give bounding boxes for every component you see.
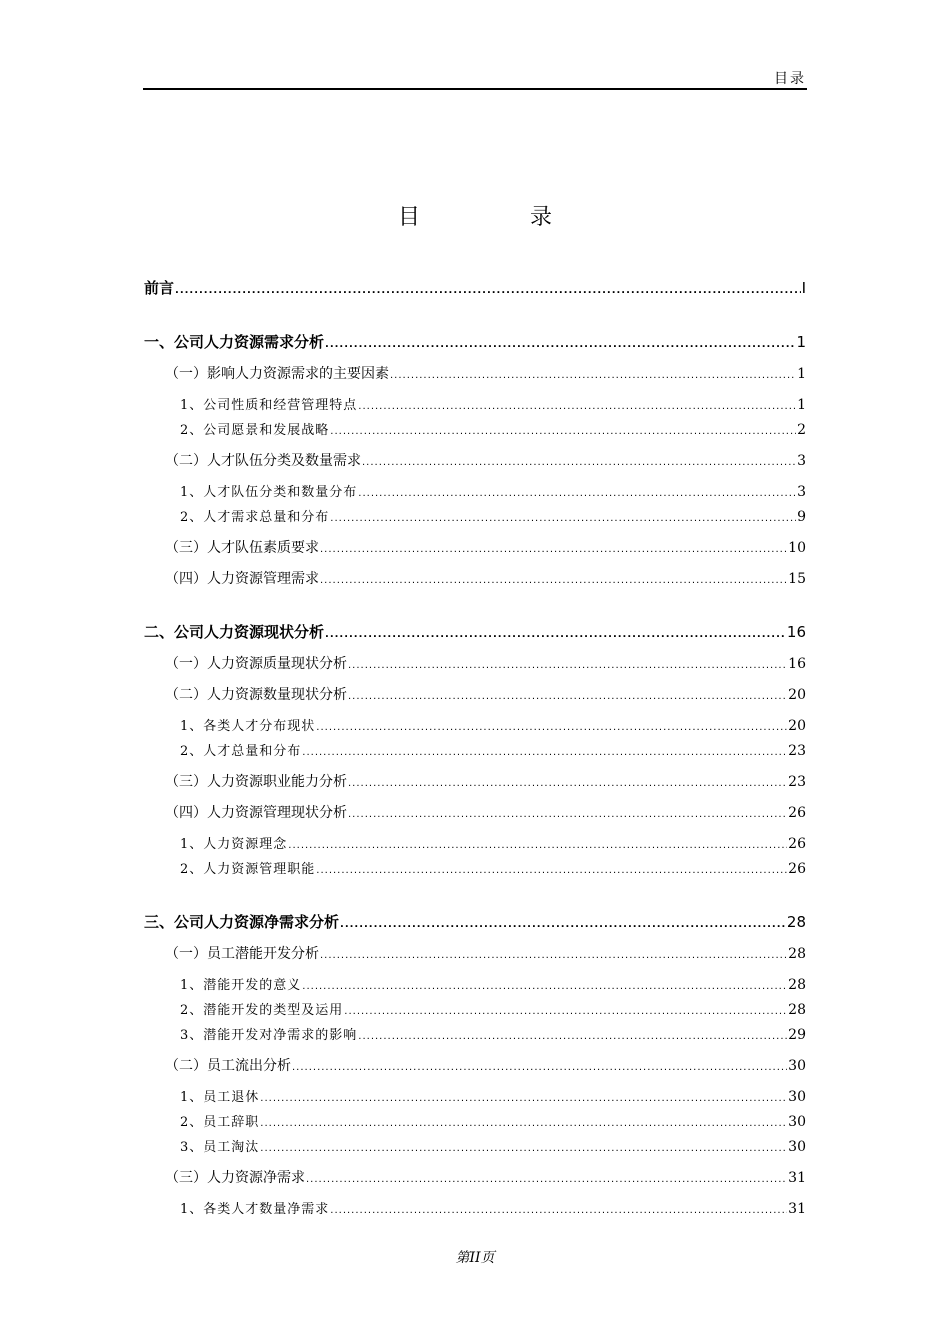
toc-label: 1、各类人才数量净需求	[180, 1202, 330, 1217]
toc-page: 26	[788, 861, 806, 877]
toc-page: 30	[788, 1114, 806, 1130]
toc-label: 2、公司愿景和发展战略	[180, 423, 330, 438]
toc-leader	[260, 1143, 787, 1154]
toc-label: （一）人力资源质量现状分析	[165, 656, 347, 672]
toc-label: （三）人力资源净需求	[165, 1170, 305, 1186]
toc-entry-subsection[interactable]	[180, 999, 806, 1018]
toc-leader	[358, 488, 796, 499]
toc-leader	[288, 840, 787, 851]
toc-label: 1、人才队伍分类和数量分布	[180, 485, 358, 500]
toc-entry-section[interactable]	[165, 684, 806, 704]
toc-entry-section[interactable]	[165, 653, 806, 673]
toc-leader	[316, 865, 787, 876]
toc-label: 前言	[144, 279, 175, 297]
toc-label: （二）人才队伍分类及数量需求	[165, 453, 361, 469]
toc-entry-section[interactable]	[165, 1167, 806, 1187]
toc-leader	[320, 544, 787, 555]
toc-label: 2、潜能开发的类型及运用	[180, 1003, 344, 1018]
toc-label: 1、人力资源理念	[180, 837, 288, 852]
toc-entry-subsection[interactable]	[180, 858, 806, 877]
toc-leader	[390, 370, 796, 381]
page-title: 目 录	[397, 205, 596, 230]
toc-leader	[358, 1031, 787, 1042]
toc-entry-section[interactable]	[165, 537, 806, 557]
toc-leader	[325, 629, 786, 640]
toc-page: 28	[788, 1002, 806, 1018]
toc-label: 1、员工退休	[180, 1090, 260, 1105]
toc-page: 28	[786, 913, 806, 931]
toc-label: 1、各类人才分布现状	[180, 719, 316, 734]
toc-label: （二）员工流出分析	[165, 1058, 291, 1074]
toc-entry-subsection[interactable]	[180, 974, 806, 993]
toc-page: 30	[788, 1089, 806, 1105]
toc-entry-section[interactable]	[165, 771, 806, 791]
toc-leader	[330, 1205, 787, 1216]
toc-label: （三）人才队伍素质要求	[165, 540, 319, 556]
toc-entry-section[interactable]	[165, 1055, 806, 1075]
toc-leader	[175, 285, 801, 296]
toc-entry-subsection[interactable]	[180, 419, 806, 438]
toc-entry-section[interactable]	[165, 943, 806, 963]
toc-page: 29	[788, 1027, 806, 1043]
toc-page: 31	[788, 1170, 806, 1186]
toc-label: （四）人力资源管理现状分析	[165, 805, 347, 821]
toc-entry-subsection[interactable]	[180, 481, 806, 500]
toc-leader	[358, 401, 796, 412]
toc-label: （二）人力资源数量现状分析	[165, 687, 347, 703]
toc-label: 一、公司人力资源需求分析	[144, 333, 325, 351]
toc-page: 28	[788, 946, 806, 962]
toc-leader	[325, 339, 795, 350]
toc-label: 3、员工淘汰	[180, 1140, 260, 1155]
toc-leader	[320, 575, 787, 586]
toc-page: 23	[788, 743, 806, 759]
toc-leader	[348, 809, 787, 820]
toc-label: （一）员工潜能开发分析	[165, 946, 319, 962]
toc-page: 31	[788, 1201, 806, 1217]
toc-leader	[302, 747, 787, 758]
toc-leader	[320, 950, 787, 961]
toc-label: 2、人才需求总量和分布	[180, 510, 330, 525]
toc-entry-section[interactable]	[165, 450, 806, 470]
toc-label: 1、公司性质和经营管理特点	[180, 398, 358, 413]
toc-entry-subsection[interactable]	[180, 1198, 806, 1217]
toc-leader	[302, 981, 787, 992]
toc-leader	[306, 1174, 787, 1185]
toc-entry-chapter-3[interactable]	[144, 911, 806, 932]
toc-leader	[292, 1062, 787, 1073]
toc-page: 26	[788, 805, 806, 821]
toc-page: 1	[797, 366, 806, 382]
toc-entry-subsection[interactable]	[180, 1024, 806, 1043]
toc-leader	[316, 722, 787, 733]
toc-leader	[362, 457, 796, 468]
toc-label: 2、人才总量和分布	[180, 744, 302, 759]
toc-page: 20	[788, 687, 806, 703]
toc-label: 2、员工辞职	[180, 1115, 260, 1130]
toc-page: 16	[786, 623, 806, 641]
toc-page: 16	[788, 656, 806, 672]
toc-entry-subsection[interactable]	[180, 1136, 806, 1155]
toc-leader	[260, 1118, 787, 1129]
toc-entry-preface[interactable]	[144, 277, 806, 298]
toc-label: 二、公司人力资源现状分析	[144, 623, 325, 641]
toc-leader	[340, 919, 786, 930]
toc-page: 1	[797, 397, 806, 413]
toc-entry-subsection[interactable]	[180, 833, 806, 852]
toc-page: 30	[788, 1139, 806, 1155]
toc-entry-subsection[interactable]	[180, 506, 806, 525]
header-label: 目录	[774, 71, 806, 87]
toc-page: 28	[788, 977, 806, 993]
toc-label: （四）人力资源管理需求	[165, 571, 319, 587]
toc-leader	[348, 691, 787, 702]
toc-page: 15	[788, 571, 806, 587]
toc-label: （三）人力资源职业能力分析	[165, 774, 347, 790]
toc-page: 30	[788, 1058, 806, 1074]
toc-leader	[348, 778, 787, 789]
toc-label: 3、潜能开发对净需求的影响	[180, 1028, 358, 1043]
toc-label: 三、公司人力资源净需求分析	[144, 913, 340, 931]
toc-page: 9	[797, 509, 806, 525]
toc-label: （一）影响人力资源需求的主要因素	[165, 366, 389, 382]
toc-page: I	[801, 279, 806, 297]
toc-entry-chapter-1[interactable]	[144, 331, 806, 352]
toc-entry-subsection[interactable]	[180, 1111, 806, 1130]
toc-entry-section[interactable]	[165, 363, 806, 383]
toc-label: 1、潜能开发的意义	[180, 978, 302, 993]
toc-entry-subsection[interactable]	[180, 740, 806, 759]
toc-leader	[344, 1006, 787, 1017]
page-number-footer: 第II页	[455, 1250, 495, 1266]
toc-leader	[330, 513, 796, 524]
toc-page: 20	[788, 718, 806, 734]
toc-leader	[260, 1093, 787, 1104]
toc-page: 3	[797, 484, 806, 500]
toc-leader	[348, 660, 787, 671]
toc-page: 10	[788, 540, 806, 556]
toc-entry-chapter-2[interactable]	[144, 621, 806, 642]
toc-page: 3	[797, 453, 806, 469]
toc-page: 26	[788, 836, 806, 852]
toc-leader	[330, 426, 796, 437]
toc-page: 23	[788, 774, 806, 790]
toc-entry-section[interactable]	[165, 568, 806, 588]
toc-page: 2	[797, 422, 806, 438]
toc-page: 1	[796, 333, 806, 351]
toc-entry-subsection[interactable]	[180, 1086, 806, 1105]
toc-entry-subsection[interactable]	[180, 394, 806, 413]
toc-entry-subsection[interactable]	[180, 715, 806, 734]
toc-entry-section[interactable]	[165, 802, 806, 822]
toc-label: 2、人力资源管理职能	[180, 862, 316, 877]
